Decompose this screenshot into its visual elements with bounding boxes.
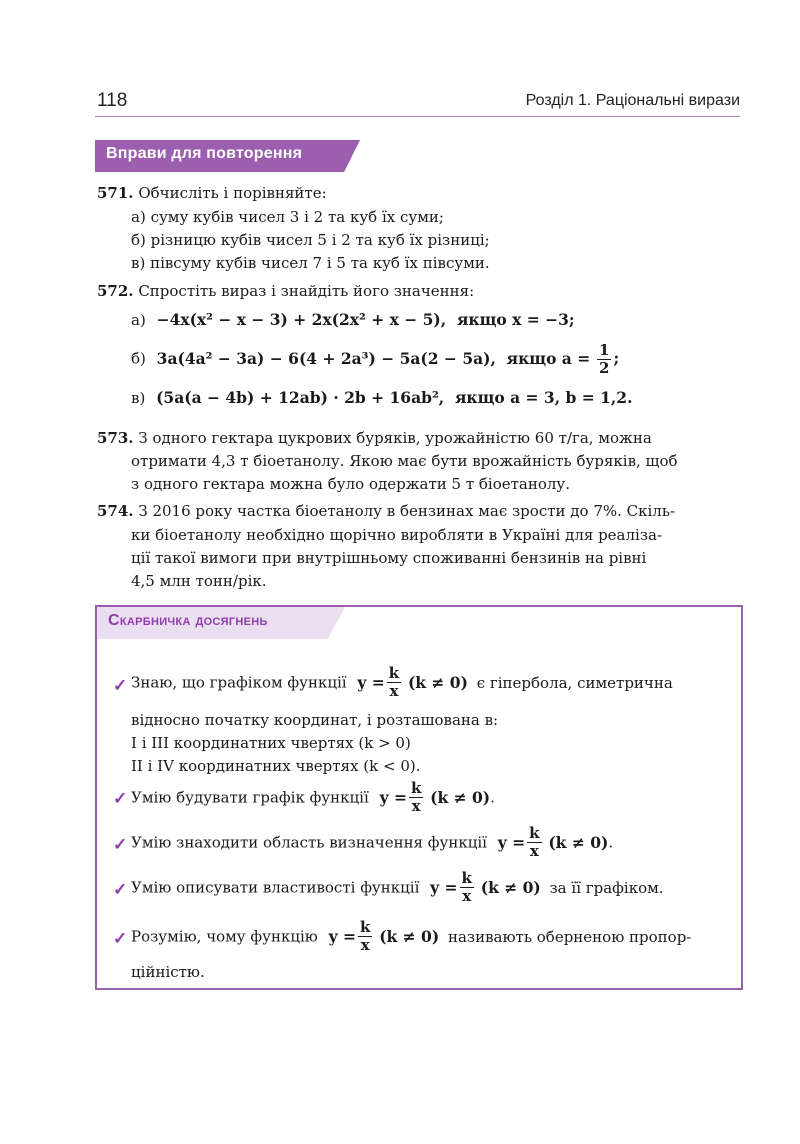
achievement-item-1-line4: II і IV координатних чвертях (k < 0). (131, 757, 421, 775)
k-condition: (k ≠ 0) (548, 833, 609, 852)
exercise-prompt: Обчисліть і порівняйте: (138, 184, 327, 202)
page-number: 118 (97, 90, 128, 111)
item-text: Умію будувати графік функції (131, 788, 369, 807)
checkmark-icon: ✓ (113, 880, 128, 900)
fraction-denominator: x (529, 842, 539, 860)
section-title: Вправи для повторення (106, 145, 303, 162)
exercise-571-b: б) різницю кубів чисел 5 і 2 та куб їх різниці; (131, 231, 490, 249)
exercise-571-header (97, 184, 327, 202)
exercise-573-line2: отримати 4,3 т біоетанолу. Якою має бути врожайність буряків, щоб (131, 452, 678, 470)
fraction-denominator: x (389, 682, 399, 700)
fraction-denominator: x (411, 797, 421, 815)
function-y: y = (497, 833, 526, 852)
fraction-k-over-x (358, 920, 372, 953)
item-text: . (490, 788, 495, 807)
checkmark-icon: ✓ (113, 929, 128, 949)
achievement-item-5-line2: ційністю. (131, 963, 205, 981)
fraction-k-over-x (527, 826, 541, 859)
exercise-574-line4: 4,5 млн тонн/рік. (131, 572, 267, 590)
item-text: Знаю, що графіком функції (131, 673, 347, 692)
k-condition: (k ≠ 0) (430, 788, 491, 807)
exercise-572-b (131, 343, 619, 376)
item-text: Розумію, чому функцію (131, 927, 318, 946)
header-divider (95, 116, 740, 117)
achievement-item-1 (131, 666, 673, 699)
achievement-item-1-line2: відносно початку координат, і розташована в: (131, 711, 499, 729)
item-text: називають оберненою пропор- (447, 927, 692, 946)
exercise-574-line3: ції такої вимоги при внутрішньому споживанні бензинів на рівні (131, 549, 647, 567)
k-condition: (k ≠ 0) (379, 927, 440, 946)
exercise-574-line2: ки біоетанолу необхідно щорічно виробляти в Україні для реаліза- (131, 526, 663, 544)
item-text: є гіпербола, симетрична (476, 673, 673, 692)
exercise-573-line3: з одного гектара можна було одержати 5 т біоетанолу. (131, 475, 571, 493)
exercise-572-header (97, 282, 474, 300)
function-y: y = (430, 878, 458, 897)
item-text: Умію описувати властивості функції (131, 878, 420, 897)
fraction-numerator: k (410, 779, 422, 797)
exercise-number: 571. (97, 184, 134, 202)
punctuation: ; (613, 348, 620, 368)
fraction-denominator: 2 (599, 359, 610, 377)
fraction-numerator: k (461, 869, 472, 887)
k-condition: (k ≠ 0) (407, 673, 468, 692)
item-label: а) (131, 311, 146, 329)
fraction-numerator: k (360, 918, 371, 936)
exercise-572-a (131, 310, 575, 329)
checkmark-icon: ✓ (113, 789, 128, 809)
math-expression: 3a(4a² − 3a) − 6(4 + 2a³) − 5a(2 − 5a), (156, 348, 496, 368)
function-y: y = (357, 673, 385, 692)
exercise-574-line1 (97, 502, 675, 520)
exercise-text: З одного гектара цукрових буряків, урожайністю 60 т/га, можна (138, 429, 652, 447)
fraction-denominator: x (462, 887, 472, 905)
exercise-text: З 2016 року частка біоетанолу в бензинах має зрости до 7%. Скіль- (138, 502, 676, 520)
function-y: y = (328, 927, 357, 946)
fraction-k-over-x (387, 666, 401, 699)
exercise-573-line1 (97, 429, 652, 447)
exercise-number: 573. (97, 429, 134, 447)
fraction-numerator: 1 (599, 341, 610, 359)
exercise-number: 574. (97, 502, 134, 520)
exercise-number: 572. (97, 282, 134, 300)
exercise-572-c (131, 388, 632, 407)
math-expression: (5a(a − 4b) + 12ab) · 2b + 16ab², (156, 388, 445, 407)
item-text: за її графіком. (549, 878, 664, 897)
section-banner (95, 140, 360, 172)
fraction-numerator: k (388, 664, 400, 682)
achievement-item-5 (131, 920, 691, 953)
exercise-571-c: в) півсуму кубів чисел 7 і 5 та куб їх півсуми. (131, 254, 490, 272)
fraction-k-over-x (409, 781, 423, 814)
exercise-571-a: а) суму кубів чисел 3 і 2 та куб їх суми; (131, 208, 444, 226)
condition: якщо x = −3; (456, 310, 575, 329)
achievements-title: Скарбничка досягнень (108, 612, 268, 629)
function-y: y = (379, 788, 407, 807)
item-text: Умію знаходити область визначення функції (131, 833, 487, 852)
item-label: в) (131, 389, 146, 407)
fraction-one-half (597, 343, 611, 376)
achievement-item-2 (131, 781, 495, 814)
achievement-item-1-line3: I і III координатних чвертях (k > 0) (131, 734, 411, 752)
achievement-item-4 (131, 871, 664, 904)
checkmark-icon: ✓ (113, 676, 128, 696)
condition: якщо a = (506, 348, 591, 368)
fraction-denominator: x (360, 936, 370, 954)
item-text: . (608, 833, 614, 852)
exercise-prompt: Спростіть вираз і знайдіть його значення: (138, 282, 475, 300)
chapter-title: Розділ 1. Раціональні вирази (525, 92, 740, 109)
k-condition: (k ≠ 0) (480, 878, 541, 897)
fraction-k-over-x (460, 871, 474, 904)
checkmark-icon: ✓ (113, 835, 128, 855)
fraction-numerator: k (529, 824, 540, 842)
condition: якщо a = 3, b = 1,2. (454, 388, 633, 407)
math-expression: −4x(x² − x − 3) + 2x(2x² + x − 5), (156, 310, 447, 329)
item-label: б) (131, 349, 146, 368)
achievement-item-3 (131, 826, 613, 859)
